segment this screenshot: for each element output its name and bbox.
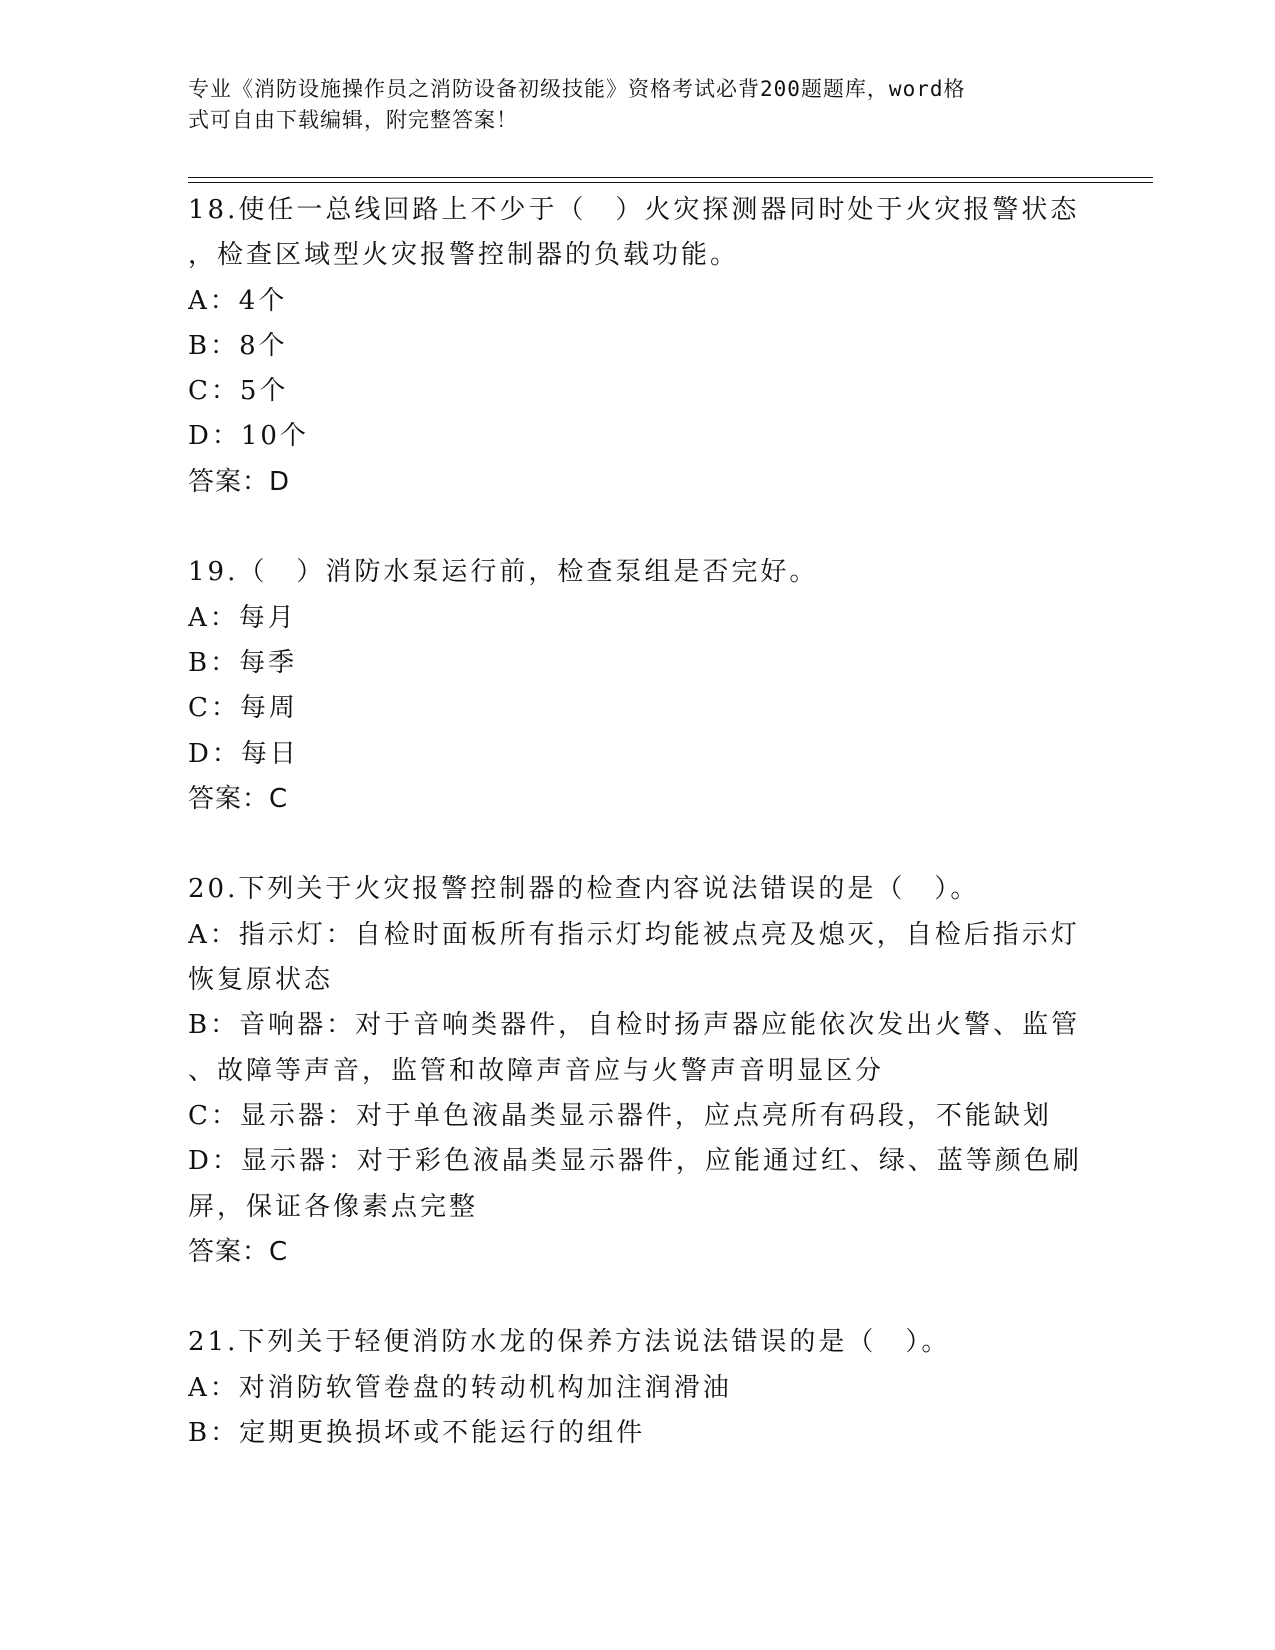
option-b: B：8个 xyxy=(188,330,288,361)
answer: 答案：C xyxy=(188,783,289,814)
answer: 答案：D xyxy=(188,466,291,497)
question-stem: 18.使任一总线回路上不少于（ ）火灾探测器同时处于火灾报警状态 xyxy=(188,195,1080,225)
question-20 xyxy=(188,867,1083,1275)
question-stem: ，检查区域型火灾报警控制器的负载功能。 xyxy=(188,240,740,271)
spacer xyxy=(188,505,1083,550)
document-header xyxy=(188,74,1068,136)
option-a: A：每月 xyxy=(188,602,297,633)
option-a-continued: 恢复原状态 xyxy=(188,965,334,996)
option-d: D：每日 xyxy=(188,738,299,769)
option-b-continued: 、故障等声音，监管和故障声音应与火警声音明显区分 xyxy=(188,1055,885,1086)
spacer xyxy=(188,822,1083,867)
header-line-1: 专业《消防设施操作员之消防设备初级技能》资格考试必背200题题库，word格 xyxy=(188,77,966,101)
question-list xyxy=(188,188,1083,1456)
option-b: B：定期更换损坏或不能运行的组件 xyxy=(188,1418,646,1449)
option-b: B：每季 xyxy=(188,647,298,678)
header-line-2: 式可自由下载编辑，附完整答案！ xyxy=(188,108,518,132)
option-a: A：指示灯：自检时面板所有指示灯均能被点亮及熄灭，自检后指示灯 xyxy=(188,919,1080,950)
question-21 xyxy=(188,1320,1083,1456)
option-a: A：对消防软管卷盘的转动机构加注润滑油 xyxy=(188,1372,732,1403)
option-c: C：每周 xyxy=(188,693,298,724)
header-divider-bottom xyxy=(188,182,1153,183)
question-stem: 21.下列关于轻便消防水龙的保养方法说法错误的是（ ）。 xyxy=(188,1327,951,1358)
option-c: C：显示器：对于单色液晶类显示器件，应点亮所有码段，不能缺划 xyxy=(188,1100,1052,1131)
option-c: C：5个 xyxy=(188,376,289,407)
question-19 xyxy=(188,550,1083,822)
option-d: D：10个 xyxy=(188,421,309,452)
option-b: B：音响器：对于音响类器件，自检时扬声器应能依次发出火警、监管 xyxy=(188,1010,1081,1041)
question-stem: 19.（ ）消防水泵运行前，检查泵组是否完好。 xyxy=(188,557,819,588)
answer: 答案：C xyxy=(188,1236,289,1267)
option-d: D：显示器：对于彩色液晶类显示器件，应能通过红、绿、蓝等颜色刷 xyxy=(188,1146,1082,1177)
option-d-continued: 屏，保证各像素点完整 xyxy=(188,1191,479,1222)
question-18 xyxy=(188,188,1083,505)
question-stem: 20.下列关于火灾报警控制器的检查内容说法错误的是（ ）。 xyxy=(188,874,980,905)
option-a: A：4个 xyxy=(188,285,288,316)
spacer xyxy=(188,1275,1083,1320)
header-divider-top xyxy=(188,177,1153,178)
